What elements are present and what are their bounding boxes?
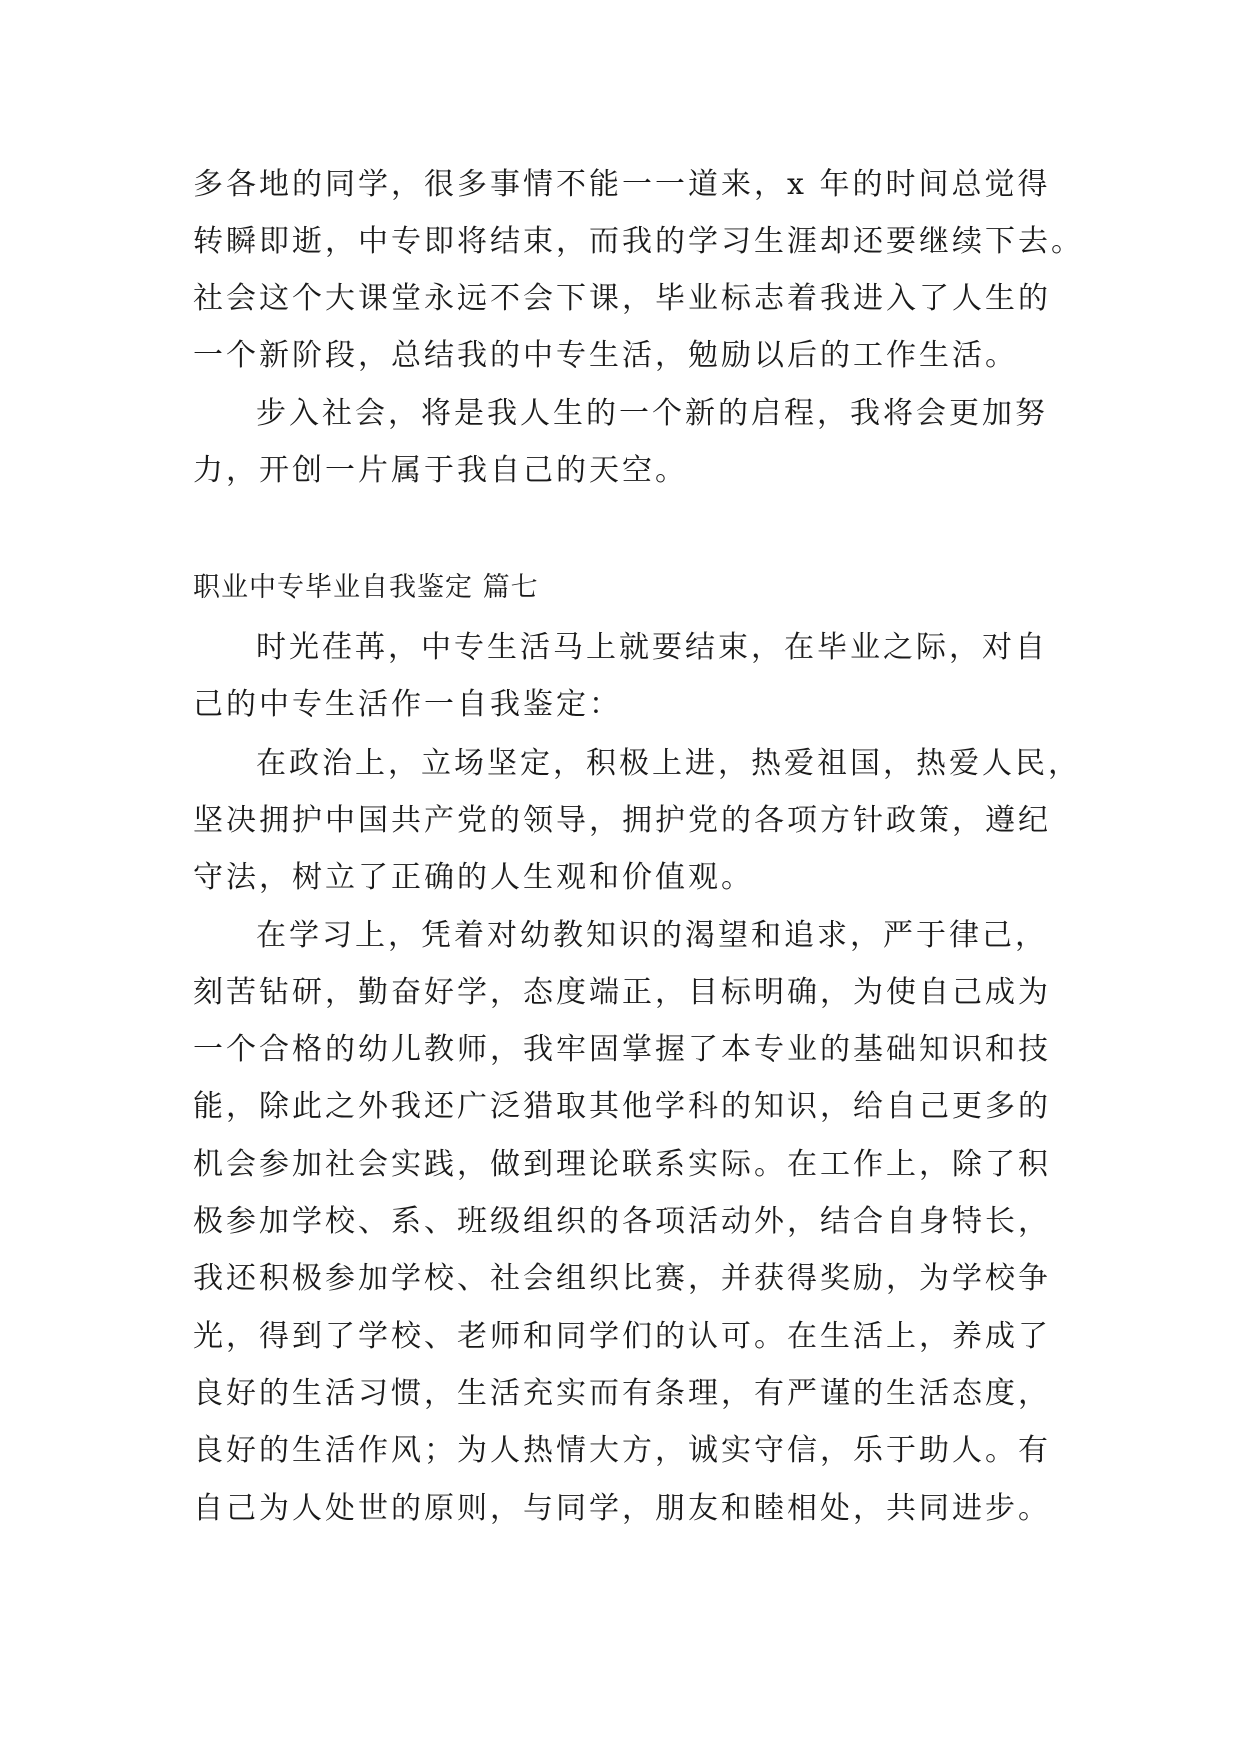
text-line: 转瞬即逝，中专即将结束，而我的学习生涯却还要继续下去。 [193, 224, 1084, 259]
text-line: 良好的生活作风；为人热情大方，诚实守信，乐于助人。有 [193, 1433, 1051, 1468]
text-line: 守法，树立了正确的人生观和价值观。 [193, 860, 754, 895]
text-line: 坚决拥护中国共产党的领导，拥护党的各项方针政策，遵纪 [193, 803, 1051, 838]
text-line: 光，得到了学校、老师和同学们的认可。在生活上，养成了 [193, 1319, 1051, 1354]
text-line: 机会参加社会实践，做到理论联系实际。在工作上，除了积 [193, 1147, 1051, 1182]
text-line: 一个新阶段，总结我的中专生活，勉励以后的工作生活。 [193, 338, 1018, 373]
text-line: 在政治上，立场坚定，积极上进，热爱祖国，热爱人民， [256, 746, 1081, 781]
text-line: 己的中专生活作一自我鉴定： [193, 687, 622, 722]
text-line: 刻苦钻研，勤奋好学，态度端正，目标明确，为使自己成为 [193, 975, 1051, 1010]
text-line: 极参加学校、系、班级组织的各项活动外，结合自身特长， [193, 1204, 1051, 1239]
text-line: 步入社会，将是我人生的一个新的启程，我将会更加努 [256, 396, 1048, 431]
text-line: 时光荏苒，中专生活马上就要结束，在毕业之际，对自 [256, 630, 1048, 665]
text-line: 社会这个大课堂永远不会下课，毕业标志着我进入了人生的 [193, 281, 1051, 316]
text-line: 力，开创一片属于我自己的天空。 [193, 453, 688, 488]
text-line: 能，除此之外我还广泛猎取其他学科的知识，给自己更多的 [193, 1089, 1051, 1124]
text-line: 自己为人处世的原则，与同学，朋友和睦相处，共同进步。 [193, 1491, 1051, 1526]
text-line: 一个合格的幼儿教师，我牢固掌握了本专业的基础知识和技 [193, 1032, 1051, 1067]
section-heading: 职业中专毕业自我鉴定 篇七 [193, 572, 539, 603]
text-line: 良好的生活习惯，生活充实而有条理，有严谨的生活态度， [193, 1376, 1051, 1411]
text-line: 多各地的同学，很多事情不能一一道来，x 年的时间总觉得 [193, 167, 1051, 202]
text-line: 在学习上，凭着对幼教知识的渴望和追求，严于律己， [256, 918, 1048, 953]
text-line: 我还积极参加学校、社会组织比赛，并获得奖励，为学校争 [193, 1261, 1051, 1296]
